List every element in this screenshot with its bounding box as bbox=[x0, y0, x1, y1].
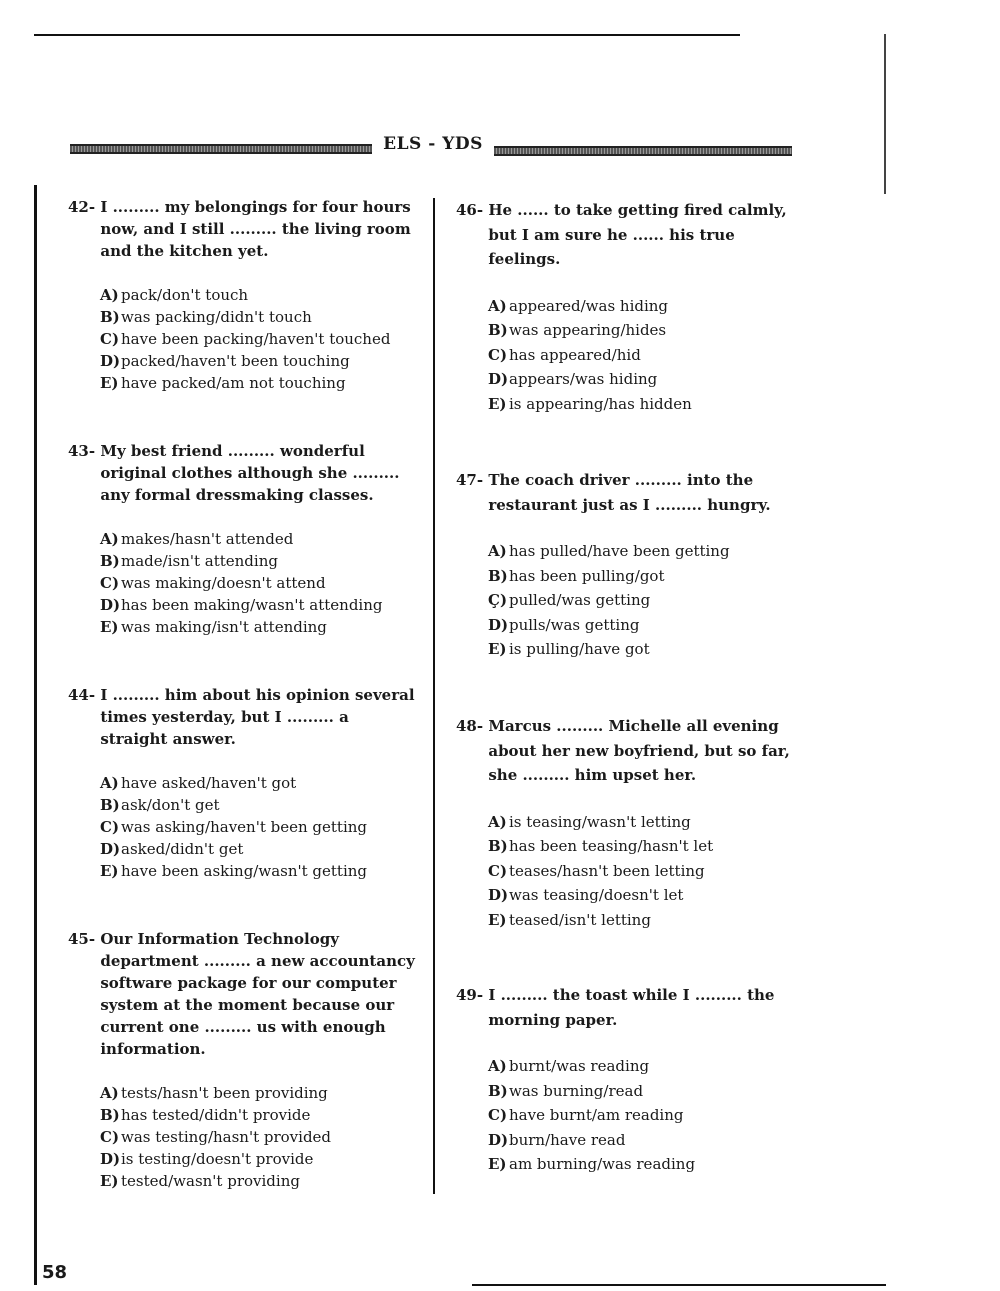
question-stem: Our Information Technology department ......... a new accountancy software package for our computer system at the moment because our current one ......... us with enough information. bbox=[100, 930, 415, 1058]
question-45 bbox=[68, 928, 418, 1192]
option-e[interactable]: E) am burning/was reading bbox=[488, 1155, 696, 1173]
question-number: 44- bbox=[68, 686, 96, 704]
answer-options bbox=[456, 539, 806, 662]
option-b[interactable]: B) made/isn't attending bbox=[100, 552, 278, 570]
question-46 bbox=[456, 198, 806, 416]
question-47 bbox=[456, 468, 806, 662]
right-edge-rule bbox=[884, 34, 886, 194]
option-d[interactable]: D) packed/haven't been touching bbox=[100, 352, 350, 370]
option-b[interactable]: B) has been pulling/got bbox=[488, 566, 665, 585]
answer-options bbox=[68, 1082, 418, 1192]
question-number: 43- bbox=[68, 442, 96, 460]
question-48 bbox=[456, 714, 806, 932]
header-bar-right bbox=[494, 146, 792, 156]
option-b[interactable]: B) has been teasing/hasn't let bbox=[488, 837, 714, 855]
option-a[interactable]: A) is teasing/wasn't letting bbox=[488, 812, 691, 831]
option-a[interactable]: A) have asked/haven't got bbox=[100, 774, 297, 792]
question-43 bbox=[68, 440, 418, 638]
option-a[interactable]: A) pack/don't touch bbox=[100, 286, 249, 304]
option-e[interactable]: E) was making/isn't attending bbox=[100, 618, 327, 636]
option-c[interactable]: C) teases/hasn't been letting bbox=[488, 861, 705, 880]
question-number: 47- bbox=[456, 471, 484, 489]
option-b[interactable]: B) was burning/read bbox=[488, 1081, 644, 1100]
option-e[interactable]: E) teased/isn't letting bbox=[488, 910, 651, 929]
question-number: 45- bbox=[68, 930, 96, 948]
option-b[interactable]: B) has tested/didn't provide bbox=[100, 1106, 311, 1124]
header-bar-left bbox=[70, 144, 372, 154]
option-d[interactable]: D) asked/didn't get bbox=[100, 840, 244, 858]
bottom-rule bbox=[472, 1284, 886, 1286]
option-c[interactable]: C) have been packing/haven't touched bbox=[100, 330, 391, 348]
option-d[interactable]: D) was teasing/doesn't let bbox=[488, 886, 684, 904]
answer-options bbox=[456, 294, 806, 417]
option-a[interactable]: A) makes/hasn't attended bbox=[100, 530, 294, 548]
option-e[interactable]: E) have packed/am not touching bbox=[100, 374, 346, 392]
option-c[interactable]: Ç) pulled/was getting bbox=[488, 591, 651, 609]
option-c[interactable]: C) have burnt/am reading bbox=[488, 1106, 684, 1124]
question-stem: My best friend ......... wonderful original clothes although she ......... any formal dressmaking classes. bbox=[100, 442, 400, 504]
option-e[interactable]: E) is pulling/have got bbox=[488, 640, 650, 658]
question-number: 46- bbox=[456, 201, 484, 219]
option-d[interactable]: D) pulls/was getting bbox=[488, 615, 640, 634]
option-d[interactable]: D) has been making/wasn't attending bbox=[100, 596, 383, 614]
question-stem: I ......... my belongings for four hours now, and I still ......... the living room and the kitchen yet. bbox=[100, 198, 411, 260]
option-a[interactable]: A) tests/hasn't been providing bbox=[100, 1084, 328, 1102]
question-stem: Marcus ......... Michelle all evening about her new boyfriend, but so far, she ......... him upset her. bbox=[488, 717, 790, 784]
question-stem: I ......... him about his opinion several times yesterday, but I ......... a straight answer. bbox=[100, 686, 415, 748]
option-b[interactable]: B) ask/don't get bbox=[100, 796, 220, 814]
option-c[interactable]: C) was asking/haven't been getting bbox=[100, 818, 368, 836]
question-number: 48- bbox=[456, 717, 484, 735]
question-number: 42- bbox=[68, 198, 96, 216]
top-rule bbox=[34, 34, 740, 36]
answer-options bbox=[68, 284, 418, 394]
question-49 bbox=[456, 983, 806, 1177]
header-title: ELS - YDS bbox=[383, 134, 483, 154]
column-divider bbox=[433, 198, 435, 1194]
answer-options bbox=[456, 810, 806, 933]
option-a[interactable]: A) appeared/was hiding bbox=[488, 296, 669, 315]
option-d[interactable]: D) burn/have read bbox=[488, 1130, 626, 1149]
option-c[interactable]: C) has appeared/hid bbox=[488, 345, 641, 364]
option-a[interactable]: A) burnt/was reading bbox=[488, 1057, 650, 1075]
option-c[interactable]: C) was making/doesn't attend bbox=[100, 574, 326, 592]
question-44 bbox=[68, 684, 418, 882]
answer-options bbox=[456, 1054, 806, 1177]
option-b[interactable]: B) was appearing/hides bbox=[488, 321, 667, 339]
left-margin-rule bbox=[34, 185, 37, 1285]
option-e[interactable]: E) have been asking/wasn't getting bbox=[100, 862, 368, 880]
page-number: 58 bbox=[42, 1262, 68, 1283]
option-a[interactable]: A) has pulled/have been getting bbox=[488, 542, 730, 560]
question-42 bbox=[68, 196, 418, 394]
question-stem: The coach driver ......... into the restaurant just as I ......... hungry. bbox=[488, 471, 771, 514]
answer-options bbox=[68, 528, 418, 638]
answer-options bbox=[68, 772, 418, 882]
option-d[interactable]: D) appears/was hiding bbox=[488, 370, 658, 388]
option-c[interactable]: C) was testing/hasn't provided bbox=[100, 1128, 332, 1146]
question-stem: He ...... to take getting fired calmly, but I am sure he ...... his true feelings. bbox=[488, 201, 787, 268]
option-b[interactable]: B) was packing/didn't touch bbox=[100, 308, 312, 326]
option-e[interactable]: E) tested/wasn't providing bbox=[100, 1172, 300, 1190]
question-stem: I ......... the toast while I ......... the morning paper. bbox=[488, 986, 775, 1029]
option-e[interactable]: E) is appearing/has hidden bbox=[488, 394, 692, 413]
option-d[interactable]: D) is testing/doesn't provide bbox=[100, 1150, 314, 1168]
question-number: 49- bbox=[456, 986, 484, 1004]
